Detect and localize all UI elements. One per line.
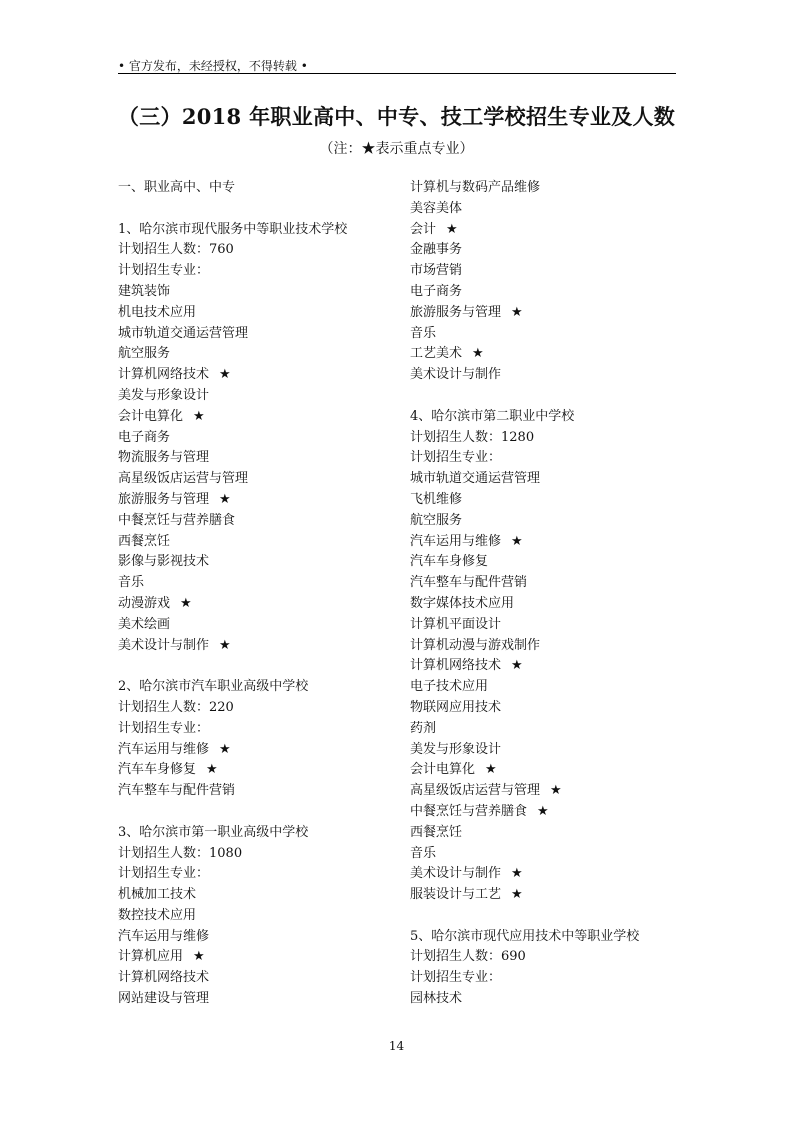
major-name: 美术绘画 bbox=[118, 616, 171, 632]
major-item bbox=[410, 324, 639, 345]
major-name: 音乐 bbox=[410, 845, 437, 861]
major-item bbox=[118, 885, 347, 906]
major-item bbox=[410, 740, 639, 761]
major-name: 计算机动漫与游戏制作 bbox=[410, 637, 541, 653]
major-item bbox=[410, 469, 639, 490]
key-major-star-icon: ★ bbox=[537, 803, 549, 819]
major-item bbox=[410, 823, 639, 844]
major-name: 数字媒体技术应用 bbox=[410, 595, 515, 611]
major-item bbox=[118, 469, 347, 490]
major-item bbox=[118, 927, 347, 948]
major-item bbox=[118, 407, 347, 428]
major-item bbox=[410, 261, 639, 282]
major-name: 计算机应用 bbox=[118, 949, 184, 965]
key-major-star-icon: ★ bbox=[193, 408, 205, 424]
major-item bbox=[410, 573, 639, 594]
major-name: 计算机网络技术 bbox=[410, 658, 502, 674]
major-name: 机电技术应用 bbox=[118, 304, 197, 320]
enrollment-count: 计划招生人数：690 bbox=[410, 949, 526, 965]
key-major-star-icon: ★ bbox=[219, 637, 231, 653]
major-item bbox=[118, 303, 347, 324]
major-item bbox=[410, 511, 639, 532]
key-major-star-icon: ★ bbox=[472, 346, 484, 362]
school-name: 1、哈尔滨市现代服务中等职业技术学校 bbox=[118, 221, 348, 237]
major-name: 汽车运用与维修 bbox=[118, 928, 210, 944]
enrollment-count: 计划招生人数：220 bbox=[118, 699, 234, 715]
enrollment-count: 计划招生人数：1080 bbox=[118, 845, 243, 861]
major-name: 影像与影视技术 bbox=[118, 554, 210, 570]
major-item bbox=[118, 636, 347, 657]
major-item bbox=[118, 386, 347, 407]
major-name: 计算机与数码产品维修 bbox=[410, 180, 541, 195]
major-item bbox=[118, 428, 347, 449]
header-rule bbox=[118, 73, 676, 74]
major-name: 飞机维修 bbox=[410, 491, 463, 507]
majors-label: 计划招生专业： bbox=[118, 720, 210, 736]
major-name: 航空服务 bbox=[118, 346, 171, 362]
major-name: 美发与形象设计 bbox=[410, 741, 502, 757]
school-name: 2、哈尔滨市汽车职业高级中学校 bbox=[118, 679, 309, 695]
major-name: 服装设计与工艺 bbox=[410, 887, 502, 903]
major-name: 计算机网络技术 bbox=[118, 367, 210, 383]
key-major-star-icon: ★ bbox=[446, 221, 458, 237]
major-item bbox=[410, 636, 639, 657]
major-name: 汽车运用与维修 bbox=[410, 533, 502, 549]
major-name: 美术设计与制作 bbox=[410, 367, 502, 383]
major-name: 电子商务 bbox=[410, 283, 463, 299]
major-name: 电子商务 bbox=[118, 429, 171, 445]
major-name: 网站建设与管理 bbox=[118, 991, 210, 1007]
major-name: 会计 bbox=[410, 221, 437, 237]
major-item bbox=[118, 740, 347, 761]
major-name: 汽车整车与配件营销 bbox=[410, 575, 528, 591]
major-name: 美术设计与制作 bbox=[118, 637, 210, 653]
major-name: 中餐烹饪与营养膳食 bbox=[118, 512, 236, 528]
majors-label: 计划招生专业： bbox=[410, 970, 502, 986]
key-major-star-icon: ★ bbox=[219, 367, 231, 383]
major-item bbox=[410, 199, 639, 220]
major-item bbox=[410, 864, 639, 885]
major-name: 会计电算化 bbox=[118, 408, 184, 424]
major-name: 会计电算化 bbox=[410, 762, 476, 778]
key-major-star-icon: ★ bbox=[511, 866, 523, 882]
key-major-star-icon: ★ bbox=[511, 304, 523, 320]
school-name: 4、哈尔滨市第二职业中学校 bbox=[410, 408, 575, 424]
major-name: 汽车车身修复 bbox=[410, 554, 489, 570]
major-item bbox=[118, 324, 347, 345]
major-item bbox=[410, 282, 639, 303]
major-name: 航空服务 bbox=[410, 512, 463, 528]
major-item bbox=[118, 344, 347, 365]
major-list bbox=[410, 178, 639, 386]
major-name: 美术设计与制作 bbox=[410, 866, 502, 882]
major-name: 市场营销 bbox=[410, 263, 463, 279]
major-item bbox=[118, 989, 347, 1010]
major-item bbox=[410, 220, 639, 241]
major-item bbox=[118, 968, 347, 989]
major-list bbox=[118, 885, 347, 1010]
major-item bbox=[118, 282, 347, 303]
section-heading: 一、职业高中、中专 bbox=[118, 180, 236, 195]
major-name: 旅游服务与管理 bbox=[118, 491, 210, 507]
major-item bbox=[118, 947, 347, 968]
major-item bbox=[118, 594, 347, 615]
major-item bbox=[118, 552, 347, 573]
major-list bbox=[410, 469, 639, 906]
major-item bbox=[118, 573, 347, 594]
major-name: 机械加工技术 bbox=[118, 887, 197, 903]
major-name: 美发与形象设计 bbox=[118, 387, 210, 403]
page-header: • 官方发布，未经授权，不得转载 • bbox=[118, 59, 308, 73]
major-name: 汽车整车与配件营销 bbox=[118, 783, 236, 799]
major-item bbox=[118, 615, 347, 636]
major-item bbox=[410, 303, 639, 324]
major-item bbox=[410, 552, 639, 573]
major-item bbox=[410, 781, 639, 802]
school-name: 3、哈尔滨市第一职业高级中学校 bbox=[118, 824, 309, 840]
title-note: （注：★表示重点专业） bbox=[319, 141, 474, 157]
major-item bbox=[118, 490, 347, 511]
major-name: 汽车运用与维修 bbox=[118, 741, 210, 757]
major-item bbox=[410, 989, 639, 1010]
major-name: 工艺美术 bbox=[410, 346, 463, 362]
enrollment-count: 计划招生人数：760 bbox=[118, 242, 234, 258]
major-item bbox=[410, 844, 639, 865]
major-name: 动漫游戏 bbox=[118, 595, 171, 611]
major-item bbox=[410, 490, 639, 511]
major-name: 药剂 bbox=[410, 720, 437, 736]
major-name: 城市轨道交通运营管理 bbox=[410, 471, 541, 487]
major-item bbox=[410, 240, 639, 261]
key-major-star-icon: ★ bbox=[550, 783, 562, 799]
major-name: 中餐烹饪与营养膳食 bbox=[410, 803, 528, 819]
major-name: 物联网应用技术 bbox=[410, 699, 502, 715]
majors-label: 计划招生专业： bbox=[118, 263, 210, 279]
left-column bbox=[118, 178, 347, 1010]
major-name: 西餐烹饪 bbox=[118, 533, 171, 549]
major-item bbox=[410, 178, 639, 199]
major-name: 美容美体 bbox=[410, 200, 463, 216]
page-number: 14 bbox=[388, 1039, 405, 1053]
major-name: 金融事务 bbox=[410, 242, 463, 258]
major-item bbox=[410, 802, 639, 823]
major-name: 园林技术 bbox=[410, 991, 463, 1007]
major-name: 数控技术应用 bbox=[118, 907, 197, 923]
major-name: 高星级饭店运营与管理 bbox=[410, 783, 541, 799]
major-item bbox=[410, 594, 639, 615]
major-item bbox=[118, 448, 347, 469]
majors-label: 计划招生专业： bbox=[118, 866, 210, 882]
major-list bbox=[118, 282, 347, 656]
key-major-star-icon: ★ bbox=[193, 949, 205, 965]
major-item bbox=[410, 615, 639, 636]
major-item bbox=[410, 760, 639, 781]
key-major-star-icon: ★ bbox=[485, 762, 497, 778]
key-major-star-icon: ★ bbox=[219, 741, 231, 757]
major-item bbox=[410, 677, 639, 698]
major-name: 城市轨道交通运营管理 bbox=[118, 325, 249, 341]
major-item bbox=[410, 365, 639, 386]
key-major-star-icon: ★ bbox=[511, 533, 523, 549]
school-name: 5、哈尔滨市现代应用技术中等职业学校 bbox=[410, 928, 640, 944]
major-name: 旅游服务与管理 bbox=[410, 304, 502, 320]
major-item bbox=[118, 760, 347, 781]
major-item bbox=[118, 365, 347, 386]
major-name: 电子技术应用 bbox=[410, 679, 489, 695]
major-item bbox=[118, 906, 347, 927]
major-item bbox=[410, 885, 639, 906]
major-name: 建筑装饰 bbox=[118, 283, 171, 299]
key-major-star-icon: ★ bbox=[180, 595, 192, 611]
major-list bbox=[410, 989, 639, 1010]
major-name: 音乐 bbox=[410, 325, 437, 341]
major-name: 计算机平面设计 bbox=[410, 616, 502, 632]
right-column bbox=[410, 178, 639, 1010]
major-item bbox=[118, 532, 347, 553]
major-item bbox=[410, 698, 639, 719]
major-list bbox=[118, 740, 347, 802]
major-name: 计算机网络技术 bbox=[118, 970, 210, 986]
major-item bbox=[118, 511, 347, 532]
key-major-star-icon: ★ bbox=[511, 658, 523, 674]
key-major-star-icon: ★ bbox=[219, 491, 231, 507]
major-item bbox=[118, 781, 347, 802]
major-name: 物流服务与管理 bbox=[118, 450, 210, 466]
major-item bbox=[410, 656, 639, 677]
major-item bbox=[410, 344, 639, 365]
major-name: 西餐烹饪 bbox=[410, 824, 463, 840]
major-name: 汽车车身修复 bbox=[118, 762, 197, 778]
major-item bbox=[410, 532, 639, 553]
major-item bbox=[410, 719, 639, 740]
page-title: （三）2018 年职业高中、中专、技工学校招生专业及人数 bbox=[117, 104, 676, 129]
key-major-star-icon: ★ bbox=[511, 887, 523, 903]
enrollment-count: 计划招生人数：1280 bbox=[410, 429, 535, 445]
major-name: 高星级饭店运营与管理 bbox=[118, 471, 249, 487]
major-name: 音乐 bbox=[118, 575, 145, 591]
majors-label: 计划招生专业： bbox=[410, 450, 502, 466]
key-major-star-icon: ★ bbox=[206, 762, 218, 778]
